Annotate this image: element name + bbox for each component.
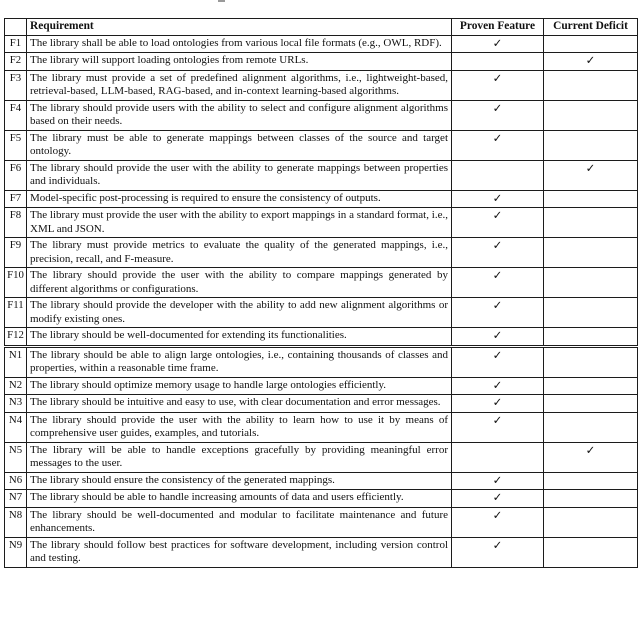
proven-feature-cell (452, 100, 544, 130)
requirement-text-cell: The library should be intuitive and easy to use, with clear documentation and error messages. (27, 395, 452, 413)
checkmark-icon: ✓ (492, 100, 503, 115)
table-row (5, 190, 638, 208)
requirement-text-cell: The library should be well-documented for extending its functionalities. (27, 328, 452, 347)
table-row (5, 53, 638, 71)
header-proven-feature-cell: Proven Feature (452, 19, 544, 36)
current-deficit-cell (544, 70, 638, 100)
proven-feature-cell (452, 442, 544, 472)
current-deficit-cell (544, 507, 638, 537)
current-deficit-cell (544, 412, 638, 442)
table-row (5, 346, 638, 377)
requirements-table-container (4, 18, 637, 568)
table-row (5, 70, 638, 100)
checkmark-icon: ✓ (492, 377, 503, 392)
checkmark-icon: ✓ (492, 190, 503, 205)
checkmark-icon: ✓ (585, 160, 596, 175)
requirement-text-cell: The library should be able to handle increasing amounts of data and users efficiently. (27, 490, 452, 508)
checkmark-icon: ✓ (492, 490, 503, 504)
requirement-id-cell: N4 (5, 412, 27, 442)
table-row (5, 298, 638, 328)
current-deficit-cell (544, 537, 638, 567)
table-row (5, 442, 638, 472)
table-row (5, 238, 638, 268)
proven-feature-cell (452, 190, 544, 208)
checkmark-icon: ✓ (492, 130, 503, 145)
proven-feature-cell (452, 507, 544, 537)
requirement-id-cell: N9 (5, 537, 27, 567)
table-row (5, 377, 638, 395)
requirement-text-cell: The library should provide the user with the ability to generate mappings between properties and individuals. (27, 160, 452, 190)
requirement-id-cell: N3 (5, 395, 27, 413)
proven-feature-cell (452, 238, 544, 268)
proven-feature-cell (452, 35, 544, 53)
checkmark-icon: ✓ (585, 442, 596, 457)
requirement-id-cell: N5 (5, 442, 27, 472)
requirement-text-cell: The library must provide a set of predefined alignment algorithms, i.e., lightweight-based, retrieval-based, LLM-based, RAG-based, and in-context learning-based algorithms. (27, 70, 452, 100)
current-deficit-cell (544, 472, 638, 490)
requirement-text-cell: The library should provide the user with the ability to learn how to use it by means of comprehensive user guides, examples, and tutorials. (27, 412, 452, 442)
current-deficit-cell (544, 190, 638, 208)
requirement-text-cell: The library must provide metrics to evaluate the quality of the generated mappings, i.e., precision, recall, and F-measure. (27, 238, 452, 268)
requirements-table (4, 18, 638, 568)
proven-feature-cell (452, 537, 544, 567)
current-deficit-cell (544, 238, 638, 268)
table-row (5, 130, 638, 160)
requirement-text-cell: Model-specific post-processing is required to ensure the consistency of outputs. (27, 190, 452, 208)
table-row (5, 268, 638, 298)
requirement-id-cell: F9 (5, 238, 27, 268)
requirement-text-cell: The library should ensure the consistency of the generated mappings. (27, 472, 452, 490)
proven-feature-cell (452, 377, 544, 395)
table-row (5, 472, 638, 490)
requirement-id-cell: F8 (5, 208, 27, 238)
table-row (5, 100, 638, 130)
section-nonfunctional (5, 346, 638, 567)
requirement-text-cell: The library should follow best practices for software development, including version control and testing. (27, 537, 452, 567)
proven-feature-cell (452, 490, 544, 508)
requirement-id-cell: N6 (5, 472, 27, 490)
proven-feature-cell (452, 412, 544, 442)
requirement-text-cell: The library should provide the developer with the ability to add new alignment algorithms or modify existing ones. (27, 298, 452, 328)
requirement-id-cell: N8 (5, 507, 27, 537)
requirement-id-cell: F1 (5, 35, 27, 53)
requirement-text-cell: The library must provide the user with the ability to export mappings in a standard format, i.e., XML and JSON. (27, 208, 452, 238)
checkmark-icon: ✓ (492, 537, 503, 552)
table-row (5, 507, 638, 537)
table-row (5, 160, 638, 190)
current-deficit-cell (544, 298, 638, 328)
checkmark-icon: ✓ (492, 328, 503, 342)
checkmark-icon: ✓ (492, 70, 503, 85)
header-requirement-cell: Requirement (27, 19, 452, 36)
current-deficit-cell (544, 490, 638, 508)
proven-feature-cell (452, 53, 544, 71)
current-deficit-cell (544, 100, 638, 130)
proven-feature-cell (452, 395, 544, 413)
table-header (5, 19, 638, 36)
table-row (5, 412, 638, 442)
current-deficit-cell (544, 442, 638, 472)
current-deficit-cell (544, 35, 638, 53)
current-deficit-cell (544, 53, 638, 71)
proven-feature-cell (452, 328, 544, 347)
requirement-text-cell: The library will support loading ontologies from remote URLs. (27, 53, 452, 71)
current-deficit-cell (544, 395, 638, 413)
checkmark-icon: ✓ (492, 395, 503, 409)
requirement-id-cell: F11 (5, 298, 27, 328)
requirement-text-cell: The library should provide users with the ability to select and configure alignment algorithms based on their needs. (27, 100, 452, 130)
requirement-id-cell: N1 (5, 346, 27, 377)
requirement-text-cell: The library should provide the user with the ability to compare mappings generated by different algorithms or configurations. (27, 268, 452, 298)
proven-feature-cell (452, 160, 544, 190)
requirement-id-cell: N7 (5, 490, 27, 508)
checkmark-icon: ✓ (492, 472, 503, 487)
section-functional (5, 35, 638, 346)
proven-feature-cell (452, 208, 544, 238)
checkmark-icon: ✓ (492, 268, 503, 282)
checkmark-icon: ✓ (492, 412, 503, 427)
checkmark-icon: ✓ (492, 208, 503, 222)
requirement-text-cell: The library shall be able to load ontologies from various local file formats (e.g., OWL, RDF). (27, 35, 452, 53)
proven-feature-cell (452, 268, 544, 298)
requirement-id-cell: F4 (5, 100, 27, 130)
table-row (5, 208, 638, 238)
table-row (5, 35, 638, 53)
requirement-text-cell: The library should be well-documented and modular to facilitate maintenance and future enhancements. (27, 507, 452, 537)
proven-feature-cell (452, 130, 544, 160)
current-deficit-cell (544, 160, 638, 190)
requirement-id-cell: F3 (5, 70, 27, 100)
table-row (5, 328, 638, 347)
requirement-id-cell: F2 (5, 53, 27, 71)
proven-feature-cell (452, 346, 544, 377)
current-deficit-cell (544, 268, 638, 298)
requirement-id-cell: F12 (5, 328, 27, 347)
requirement-id-cell: F10 (5, 268, 27, 298)
requirement-text-cell: The library will be able to handle exceptions gracefully by providing meaningful error messages to the user. (27, 442, 452, 472)
proven-feature-cell (452, 70, 544, 100)
cropped-caption-fragment (218, 0, 225, 2)
header-current-deficit-cell: Current Deficit (544, 19, 638, 36)
current-deficit-cell (544, 377, 638, 395)
proven-feature-cell (452, 298, 544, 328)
current-deficit-cell (544, 346, 638, 377)
current-deficit-cell (544, 208, 638, 238)
checkmark-icon: ✓ (492, 298, 503, 312)
table-row (5, 490, 638, 508)
current-deficit-cell (544, 130, 638, 160)
requirement-id-cell: N2 (5, 377, 27, 395)
requirement-id-cell: F6 (5, 160, 27, 190)
checkmark-icon: ✓ (492, 347, 503, 362)
proven-feature-cell (452, 472, 544, 490)
requirement-text-cell: The library should optimize memory usage to handle large ontologies efficiently. (27, 377, 452, 395)
requirement-id-cell: F7 (5, 190, 27, 208)
table-row (5, 537, 638, 567)
checkmark-icon: ✓ (585, 53, 596, 67)
requirement-id-cell: F5 (5, 130, 27, 160)
header-id-cell (5, 19, 27, 36)
checkmark-icon: ✓ (492, 507, 503, 522)
current-deficit-cell (544, 328, 638, 347)
header-row (5, 19, 638, 36)
table-row (5, 395, 638, 413)
requirement-text-cell: The library should be able to align large ontologies, i.e., containing thousands of classes and properties, within a reasonable time frame. (27, 346, 452, 377)
checkmark-icon: ✓ (492, 238, 503, 252)
checkmark-icon: ✓ (492, 35, 503, 50)
requirement-text-cell: The library must be able to generate mappings between classes of the source and target ontology. (27, 130, 452, 160)
